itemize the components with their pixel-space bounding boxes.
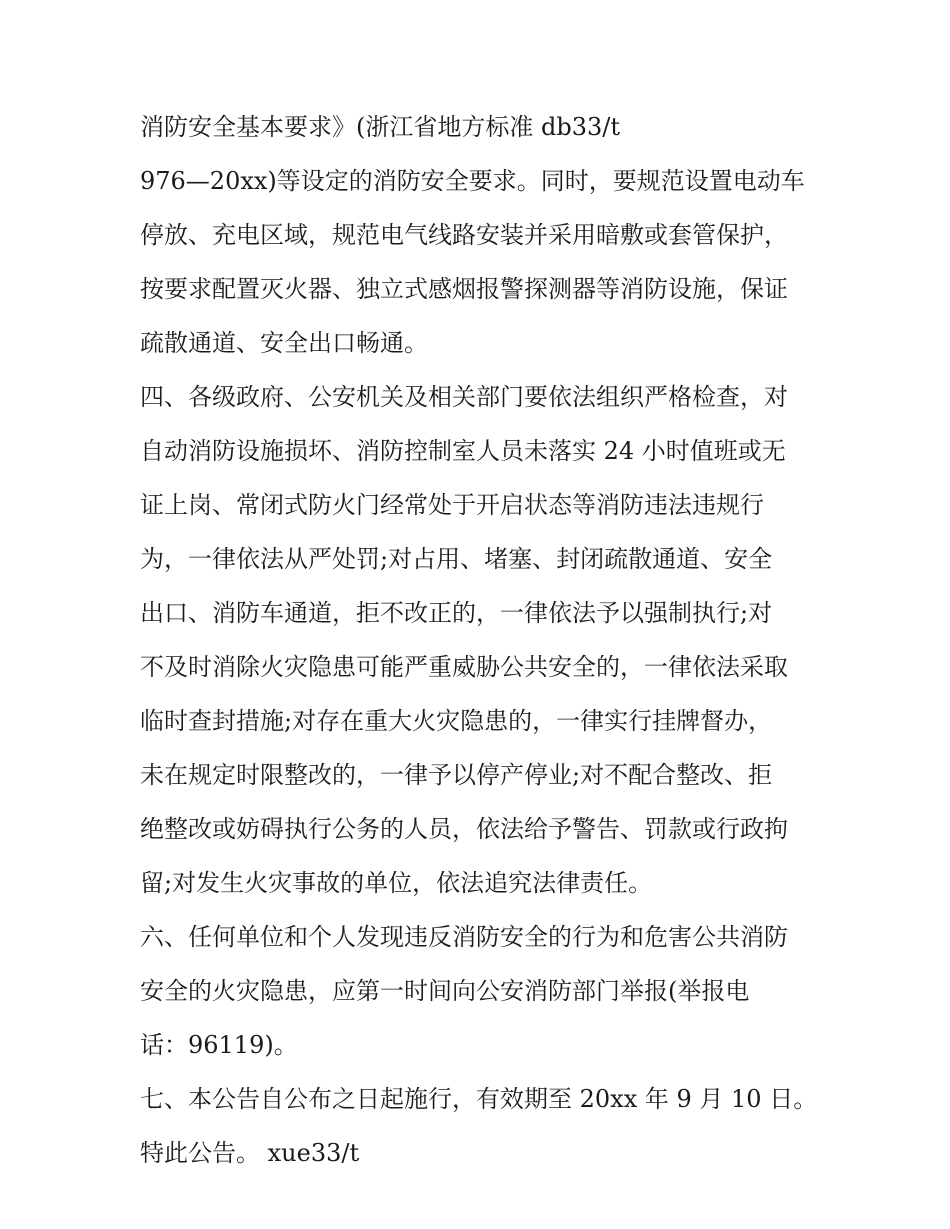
text-line: 七、本公告自公布之日起施行，有效期至 20xx 年 9 月 10 日。 [140, 1085, 818, 1113]
text-line: 话：96119)。 [140, 1031, 298, 1059]
text-line: 未在规定时限整改的，一律予以停产停业;对不配合整改、拒 [140, 761, 773, 789]
text-line: 自动消防设施损坏、消防控制室人员未落实 24 小时值班或无 [140, 437, 786, 465]
text-line: 976—20xx)等设定的消防安全要求。同时，要规范设置电动车 [140, 167, 805, 195]
text-line: 按要求配置灭火器、独立式感烟报警探测器等消防设施，保证 [140, 275, 788, 303]
text-line: 消防安全基本要求》(浙江省地方标准 db33/t [140, 113, 620, 141]
text-line: 留;对发生火灾事故的单位，依法追究法律责任。 [140, 869, 653, 897]
text-line: 出口、消防车通道，拒不改正的，一律依法予以强制执行;对 [140, 599, 773, 627]
text-line: 四、各级政府、公安机关及相关部门要依法组织严格检查，对 [140, 383, 788, 411]
text-line: 绝整改或妨碍执行公务的人员，依法给予警告、罚款或行政拘 [140, 815, 788, 843]
text-line: 六、任何单位和个人发现违反消防安全的行为和危害公共消防 [140, 923, 788, 951]
text-line: 不及时消除火灾隐患可能严重威胁公共安全的，一律依法采取 [140, 653, 788, 681]
text-line: 疏散通道、安全出口畅通。 [140, 329, 428, 357]
text-line: 安全的火灾隐患，应第一时间向公安消防部门举报(举报电 [140, 977, 750, 1005]
text-line: 停放、充电区域，规范电气线路安装并采用暗敷或套管保护， [140, 221, 788, 249]
text-line: 临时查封措施;对存在重大火灾隐患的，一律实行挂牌督办， [140, 707, 773, 735]
text-line: 特此公告。 xue33/t [140, 1139, 360, 1167]
text-line: 为，一律依法从严处罚;对占用、堵塞、封闭疏散通道、安全 [140, 545, 773, 573]
document-body [140, 100, 840, 1180]
text-line: 证上岗、常闭式防火门经常处于开启状态等消防违法违规行 [140, 491, 764, 519]
